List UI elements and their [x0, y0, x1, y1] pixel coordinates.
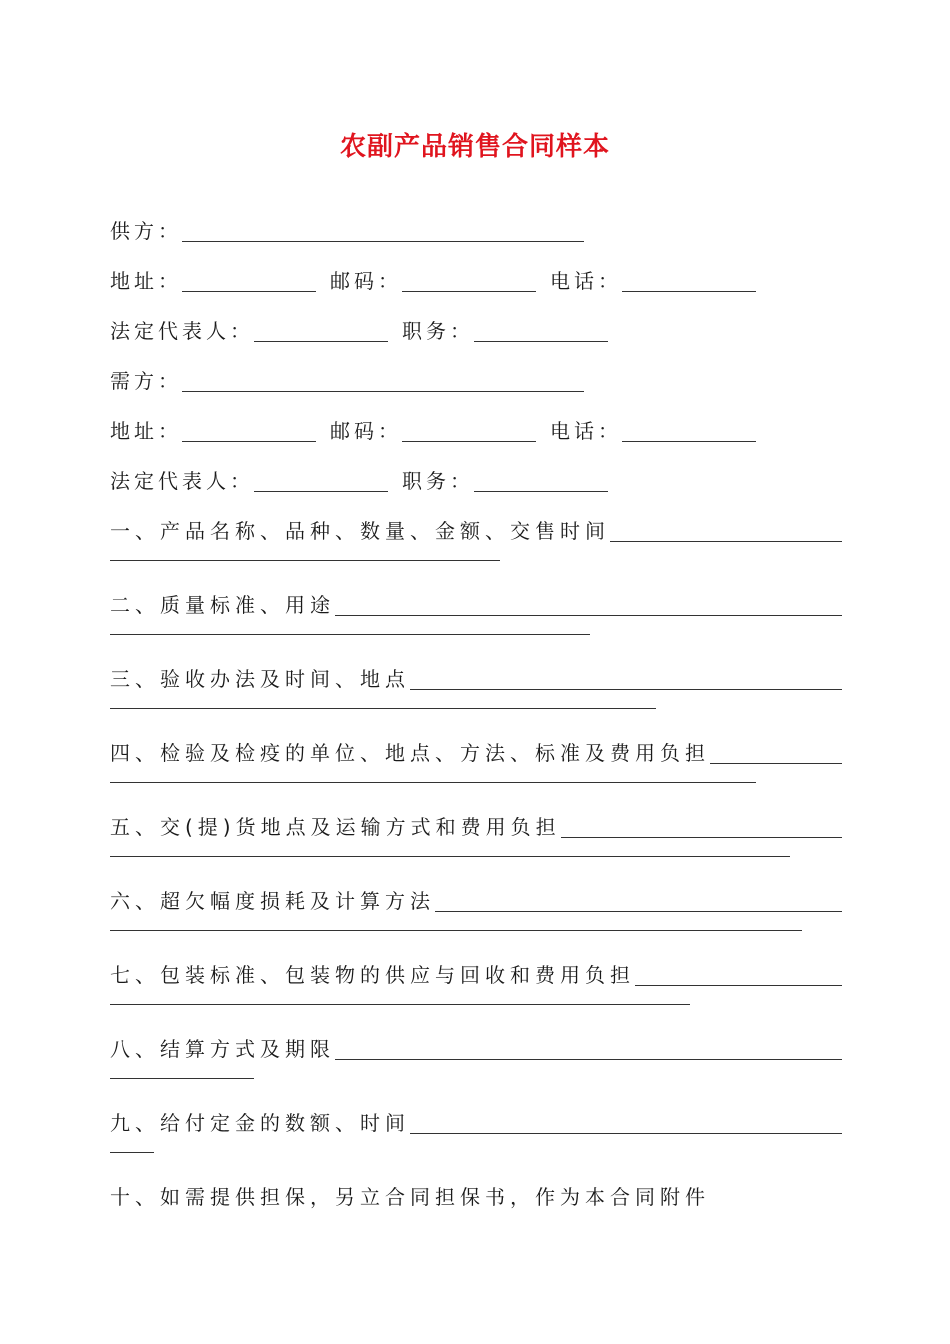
clause-6 [110, 886, 842, 931]
clause-label: 八、结算方式及期限 [110, 1037, 335, 1061]
clause-fill-field[interactable] [610, 521, 842, 542]
clause-label: 三、验收办法及时间、地点 [110, 667, 410, 691]
buyer-legal-rep-field[interactable] [254, 471, 388, 492]
buyer-name-field[interactable] [182, 371, 584, 392]
clause-5 [110, 812, 842, 857]
buyer-position-field[interactable] [474, 471, 608, 492]
clause-label: 十、如需提供担保，另立合同担保书，作为本合同附件 [110, 1185, 710, 1209]
supplier-label: 供方： [110, 219, 182, 243]
clause-continuation-field[interactable] [110, 782, 756, 783]
clause-fill-field[interactable] [710, 743, 842, 764]
clause-label: 六、超欠幅度损耗及计算方法 [110, 889, 435, 913]
clause-fill-field[interactable] [561, 817, 842, 838]
buyer-address-label: 地址： [110, 419, 182, 443]
supplier-legal-rep-label: 法定代表人： [110, 319, 254, 343]
clause-label: 五、交(提)货地点及运输方式和费用负担 [110, 815, 561, 839]
clause-10 [110, 1182, 842, 1210]
buyer-position-label: 职务： [402, 469, 474, 493]
buyer-contact-line [110, 416, 756, 444]
supplier-position-field[interactable] [474, 321, 608, 342]
clause-fill-field[interactable] [410, 669, 842, 690]
clause-label: 七、包装标准、包装物的供应与回收和费用负担 [110, 963, 635, 987]
supplier-position-label: 职务： [402, 319, 474, 343]
clause-label: 九、给付定金的数额、时间 [110, 1111, 410, 1135]
clause-9 [110, 1108, 842, 1153]
supplier-postcode-field[interactable] [402, 271, 536, 292]
supplier-legal-rep-field[interactable] [254, 321, 388, 342]
clause-label: 四、检验及检疫的单位、地点、方法、标准及费用负担 [110, 741, 710, 765]
buyer-label: 需方： [110, 369, 182, 393]
clause-fill-field[interactable] [635, 965, 842, 986]
supplier-contact-line [110, 266, 756, 294]
clause-continuation-field[interactable] [110, 634, 590, 635]
supplier-address-label: 地址： [110, 269, 182, 293]
clause-continuation-field[interactable] [110, 708, 656, 709]
clause-4 [110, 738, 842, 783]
clause-fill-field[interactable] [410, 1113, 842, 1134]
buyer-postcode-field[interactable] [402, 421, 536, 442]
supplier-postcode-label: 邮码： [330, 269, 402, 293]
clause-2 [110, 590, 842, 635]
clause-label: 二、质量标准、用途 [110, 593, 335, 617]
supplier-line [110, 216, 584, 244]
clause-1 [110, 516, 842, 561]
clause-continuation-field[interactable] [110, 1152, 154, 1153]
clause-continuation-field[interactable] [110, 1078, 254, 1079]
clause-8 [110, 1034, 842, 1079]
supplier-name-field[interactable] [182, 221, 584, 242]
supplier-phone-field[interactable] [622, 271, 756, 292]
buyer-phone-field[interactable] [622, 421, 756, 442]
clause-3 [110, 664, 842, 709]
clause-continuation-field[interactable] [110, 560, 500, 561]
buyer-address-field[interactable] [182, 421, 316, 442]
buyer-postcode-label: 邮码： [330, 419, 402, 443]
clause-continuation-field[interactable] [110, 1004, 690, 1005]
supplier-address-field[interactable] [182, 271, 316, 292]
clause-label: 一、产品名称、品种、数量、金额、交售时间 [110, 519, 610, 543]
clause-fill-field[interactable] [435, 891, 842, 912]
buyer-line [110, 366, 584, 394]
clause-fill-field[interactable] [335, 595, 842, 616]
buyer-legal-rep-label: 法定代表人： [110, 469, 254, 493]
supplier-rep-line [110, 316, 608, 344]
clause-fill-field[interactable] [335, 1039, 842, 1060]
clause-7 [110, 960, 842, 1005]
buyer-phone-label: 电话： [550, 419, 622, 443]
clause-continuation-field[interactable] [110, 856, 790, 857]
supplier-phone-label: 电话： [550, 269, 622, 293]
buyer-rep-line [110, 466, 608, 494]
document-title: 农副产品销售合同样本 [339, 132, 610, 162]
clause-continuation-field[interactable] [110, 930, 802, 931]
